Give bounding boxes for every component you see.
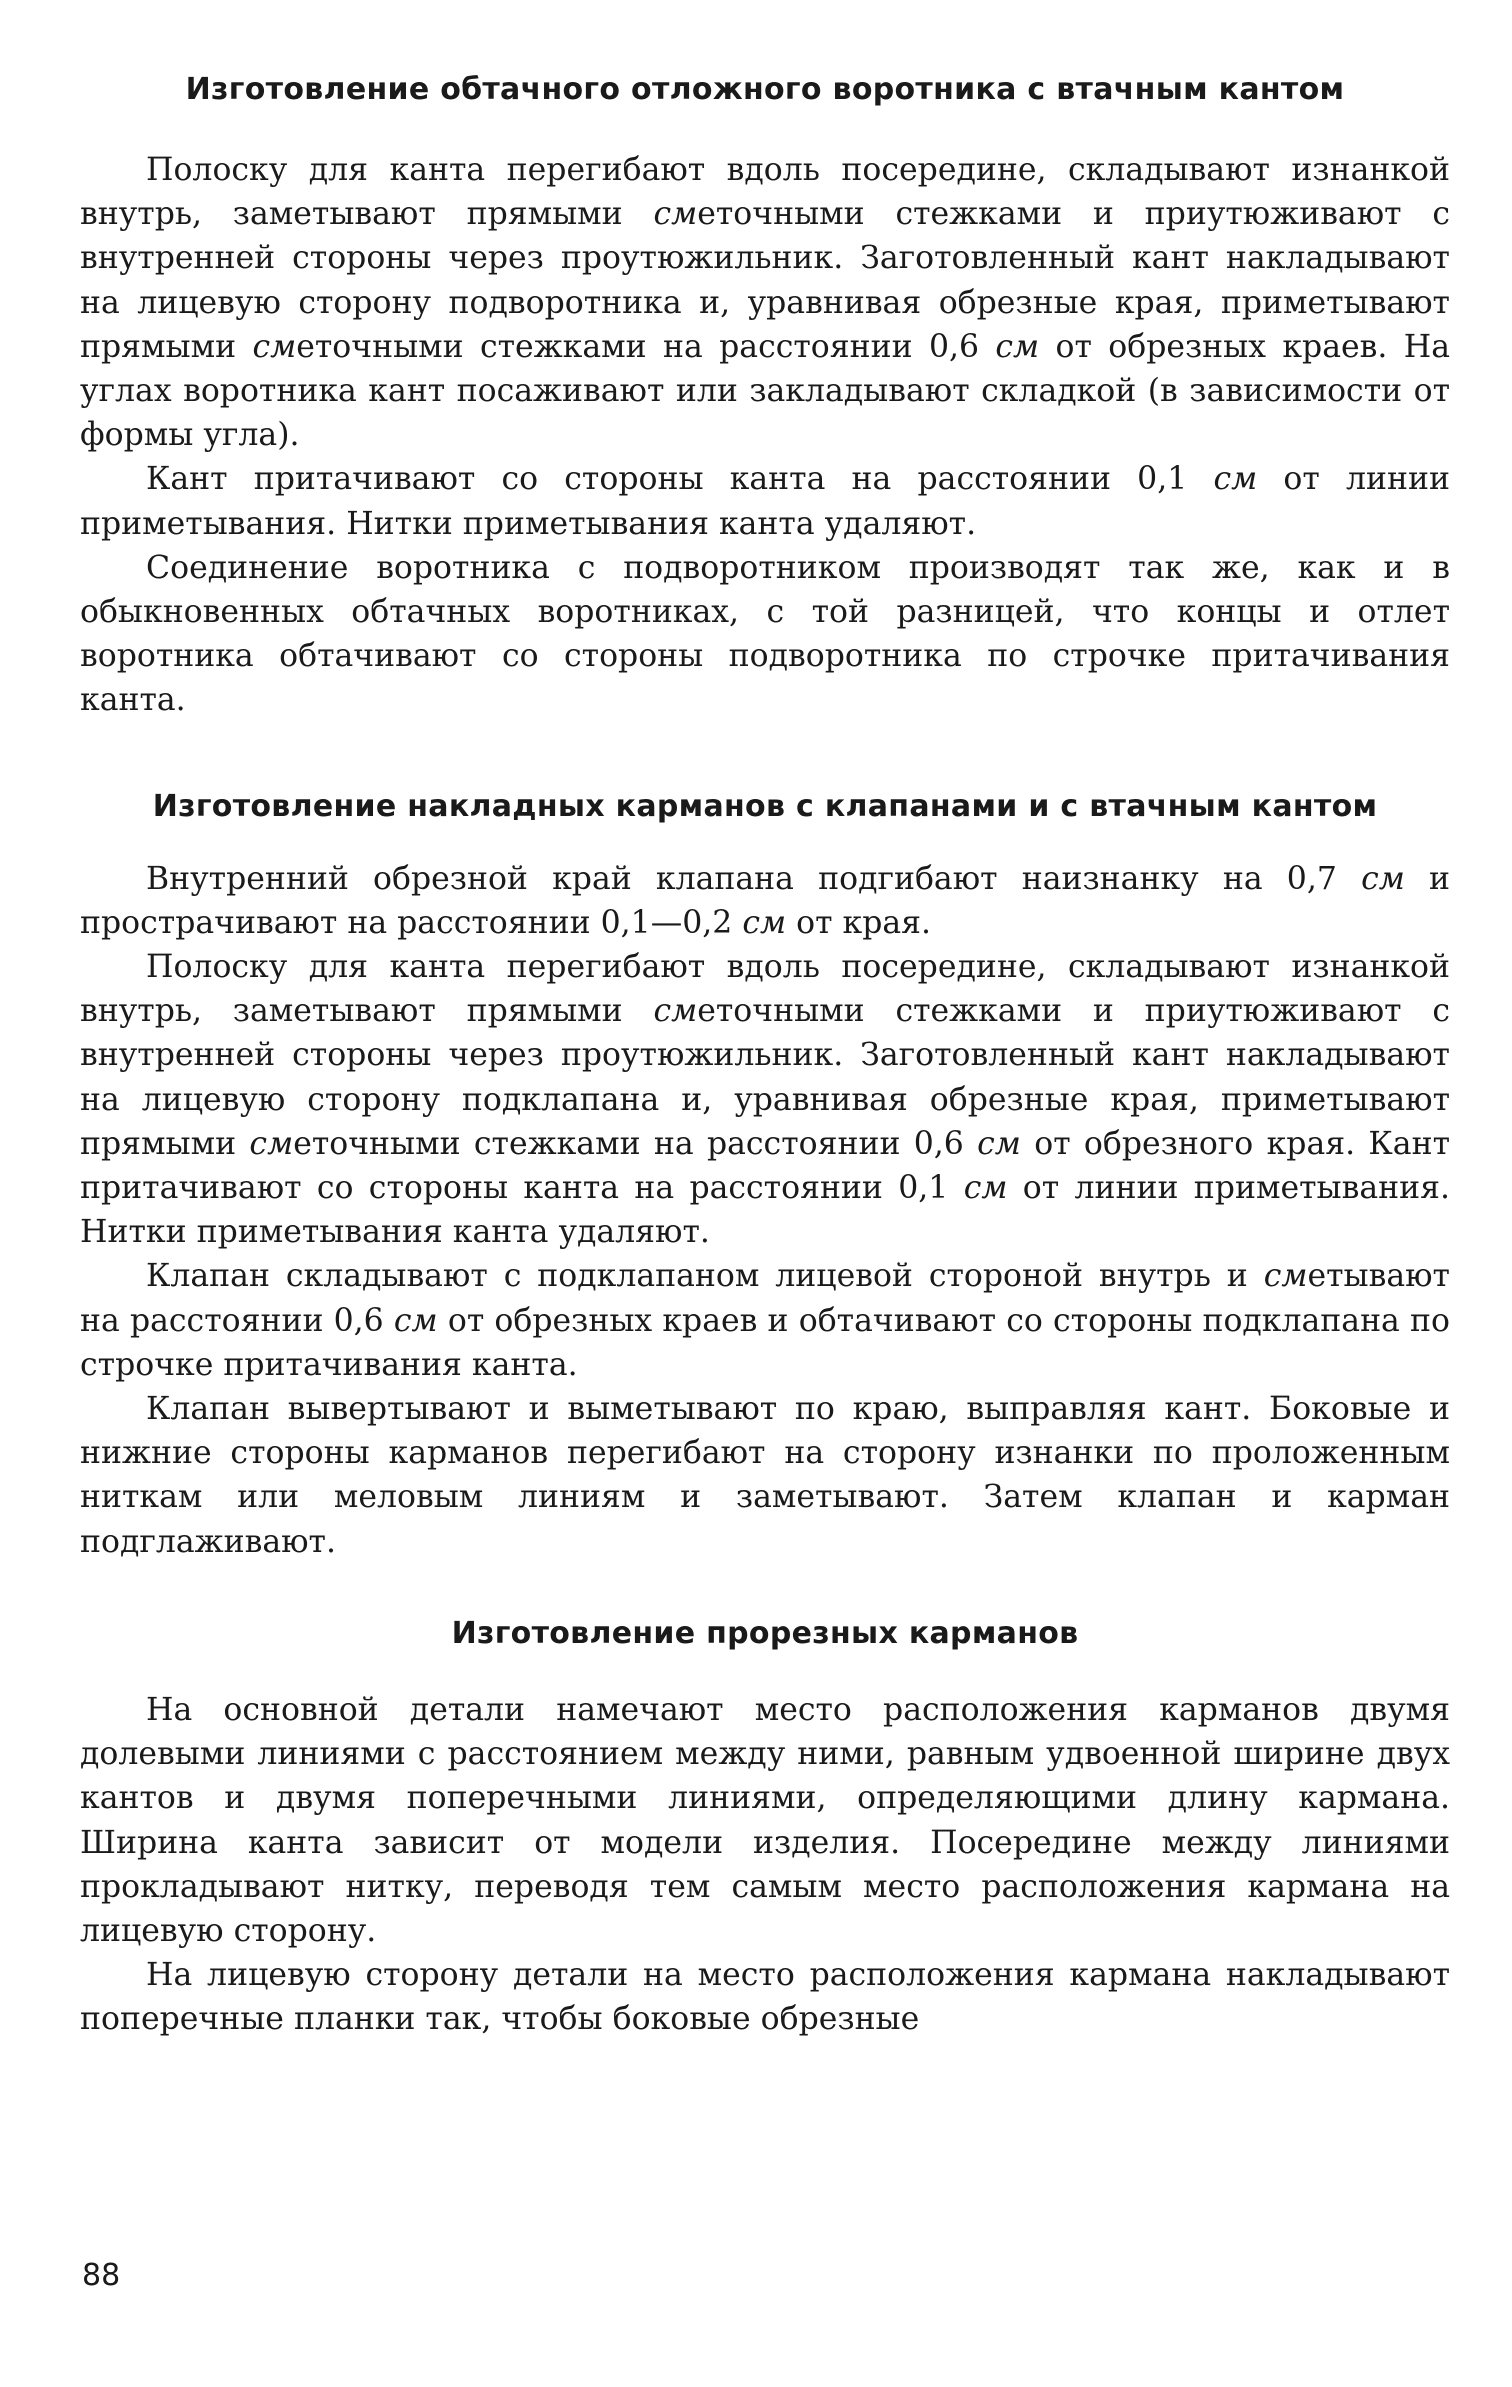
paragraph: Полоску для канта перегибают вдоль посередине, складывают изнанкой внутрь, заметывают прямыми сметочными стежками и приутюживают с внутренней стороны через проутюжильник. Заготовленный кант накладывают на лицевую сторону подклапана и, уравнивая обрезные края, приметывают прямыми сметочными стежками на расстоянии 0,6 см от обрезного края. Кант притачивают со стороны канта на расстоянии 0,1 см от линии приметывания. Нитки приметывания канта удаляют. <box>80 949 1450 1251</box>
section-heading: Изготовление прорезных карманов <box>451 1615 1079 1651</box>
paragraph: Клапан складывают с подклапаном лицевой стороной внутрь и сметывают на расстоянии 0,6 см от обрезных краев и обтачивают со стороны подклапана по строчке притачивания канта. <box>80 1258 1450 1383</box>
section-patch-pockets <box>80 787 1450 1564</box>
paragraph: На лицевую сторону детали на место расположения кармана накладывают поперечные планки так, чтобы боковые обрезные <box>80 1957 1450 2038</box>
paragraph: Кант притачивают со стороны канта на расстоянии 0,1 см от линии приметывания. Нитки приметывания канта удаляют. <box>80 461 1450 542</box>
section-heading: Изготовление обтачного отложного воротника с втачным кантом <box>185 72 1345 107</box>
page-number: 88 <box>82 2258 121 2293</box>
paragraph: На основной детали намечают место расположения карманов двумя долевыми линиями с расстоянием между ними, равным удвоенной ширине двух кантов и двумя поперечными линиями, определяющими длину кармана. Ширина канта зависит от модели изделия. Посередине между линиями прокладывают нитку, переводя тем самым место расположения кармана на лицевую сторону. <box>80 1691 1450 1949</box>
section-welt-pockets <box>80 1614 1450 2042</box>
book-page <box>80 70 1450 2042</box>
paragraph: Полоску для канта перегибают вдоль посередине, складывают изнанкой внутрь, заметывают прямыми сметочными стежками и приутюживают с внутренней стороны через проутюжильник. Заготовленный кант накладывают на лицевую сторону подворотника и, уравнивая обрезные края, приметывают прямыми сметочными стежками на расстоянии 0,6 см от обрезных краев. На углах воротника кант посаживают или закладывают складкой (в зависимости от формы угла). <box>80 152 1450 454</box>
paragraph: Клапан вывертывают и выметывают по краю, выправляя кант. Боковые и нижние стороны карманов перегибают на сторону изнанки по проложенным ниткам или меловым линиям и заметывают. Затем клапан и карман подглаживают. <box>80 1391 1450 1560</box>
section-heading: Изготовление накладных карманов с клапанами и с втачным кантом <box>152 788 1378 824</box>
paragraph: Внутренний обрезной край клапана подгибают наизнанку на 0,7 см и прострачивают на расстоянии 0,1—0,2 см от края. <box>80 860 1450 941</box>
paragraph: Соединение воротника с подворотником производят так же, как и в обыкновенных обтачных воротниках, с той разницей, что концы и отлет воротника обтачивают со стороны подворотника по строчке притачивания канта. <box>80 549 1450 719</box>
section-collar <box>80 70 1450 723</box>
